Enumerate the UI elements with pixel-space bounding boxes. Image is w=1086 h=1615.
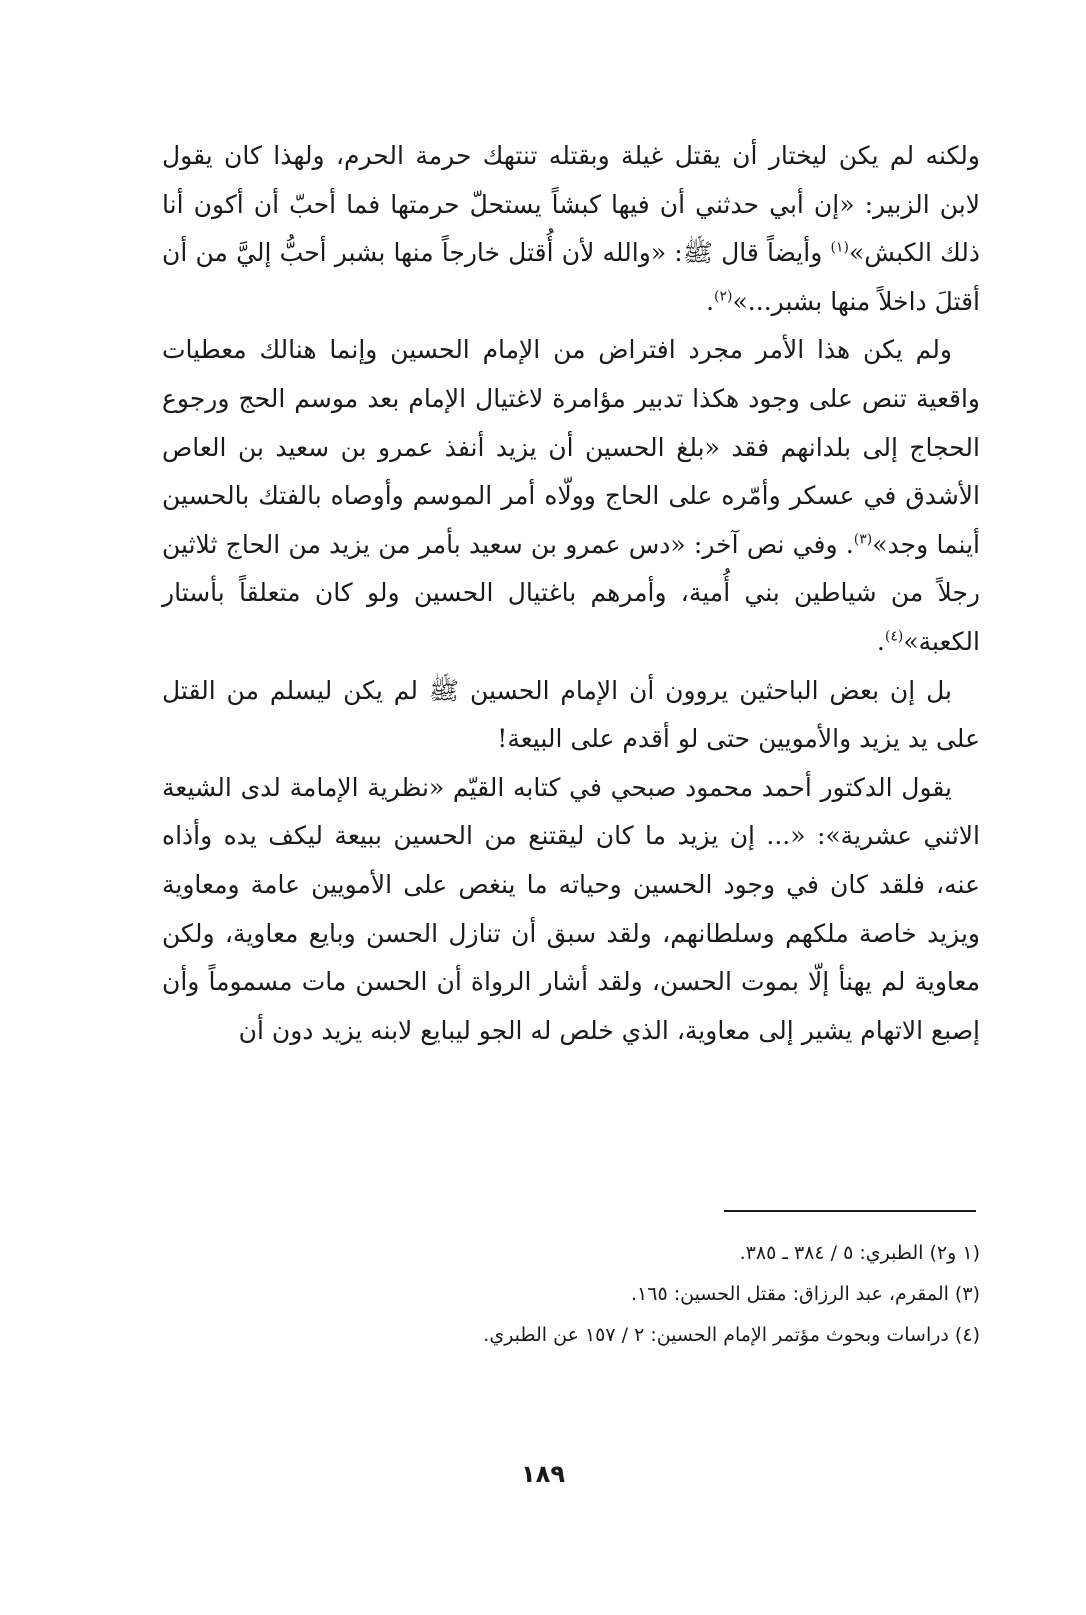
footnote-ref-3: (٣): [853, 531, 873, 548]
footnote-3: (٤) دراسات وبحوث مؤتمر الإمام الحسين: ٢ / ١٥٧ عن الطبري.: [483, 1324, 980, 1346]
footnotes: [162, 1233, 980, 1356]
footnote-ref-1: (١): [830, 239, 849, 256]
paragraph-2-text-a: ولم يكن هذا الأمر مجرد افتراض من الإمام الحسين وإنما هنالك معطيات واقعية تنص على وجود هكذا تدبير مؤامرة لاغتيال الإمام بعد موسم الحج ورجوع الحجاج إلى بلدانهم فقد «بلغ الحسين أن يزيد أنفذ عمرو بن سعيد بن العاص الأشدق في عسكر وأمّره على الحاج وولّاه أمر الموسم وأوصاه بالفتك بالحسين أينما وجد»: [162, 335, 980, 559]
page-number: ١٨٩: [521, 1460, 565, 1488]
paragraph-2-text-b: . وفي نص آخر: «دس عمرو بن سعيد بأمر من يزيد من الحاج ثلاثين رجلاً من شياطين بني أُمية، وأمرهم باغتيال الحسين ولو كان متعلقاً بأستار الكعبة»: [162, 529, 980, 656]
paragraph-2: [162, 326, 980, 666]
paragraph-4: يقول الدكتور أحمد محمود صبحي في كتابه القيّم «نظرية الإمامة لدى الشيعة الاثني عشرية»: «... إن يزيد ما كان ليقتنع من الحسين ببيعة ليكف يده وأذاه عنه، فلقد كان في وجود الحسين وحياته ما ينغص على الأمويين عامة ومعاوية ويزيد خاصة ملكهم وسلطانهم، ولقد سبق أن تنازل الحسن وبايع معاوية، ولكن معاوية لم يهنأ إلّا بموت الحسن، ولقد أشار الرواة أن الحسن مات مسموماً وأن إصبع الاتهام يشير إلى معاوية، الذي خلص له الجو ليبايع لابنه يزيد دون أن: [162, 772, 980, 1045]
footnote-1: (١ و٢) الطبري: ٥ / ٣٨٤ ـ ٣٨٥.: [739, 1242, 980, 1264]
paragraph-1-text-b: وأيضاً قال ﷺ: «والله لأن أُقتل خارجاً منها بشبر أحبُّ إليَّ من أن أقتلَ داخلاً منها بشبر...»: [162, 238, 980, 316]
paragraph-1-text-c: .: [706, 286, 715, 316]
paragraph-3: بل إن بعض الباحثين يروون أن الإمام الحسين ﷺ لم يكن ليسلم من القتل على يد يزيد والأمويين حتى لو أقدم على البيعة!: [162, 675, 980, 754]
paragraph-2-text-c: .: [876, 626, 885, 656]
footnote-ref-4: (٤): [884, 628, 904, 645]
footnote-ref-2: (٢): [714, 288, 733, 305]
body-text: [162, 132, 980, 1055]
footnote-divider: [724, 1210, 976, 1212]
paragraph-1: [162, 132, 980, 326]
footnote-2: (٣) المقرم، عبد الرزاق: مقتل الحسين: ١٦٥.: [631, 1283, 980, 1305]
paragraph-1-text-a: ولكنه لم يكن ليختار أن يقتل غيلة وبقتله تنتهك حرمة الحرم، ولهذا كان يقول لابن الزبير: «إن أبي حدثني أن فيها كبشاً يستحلّ حرمتها فما أحبّ أن أكون أنا ذلك الكبش»: [162, 141, 980, 268]
